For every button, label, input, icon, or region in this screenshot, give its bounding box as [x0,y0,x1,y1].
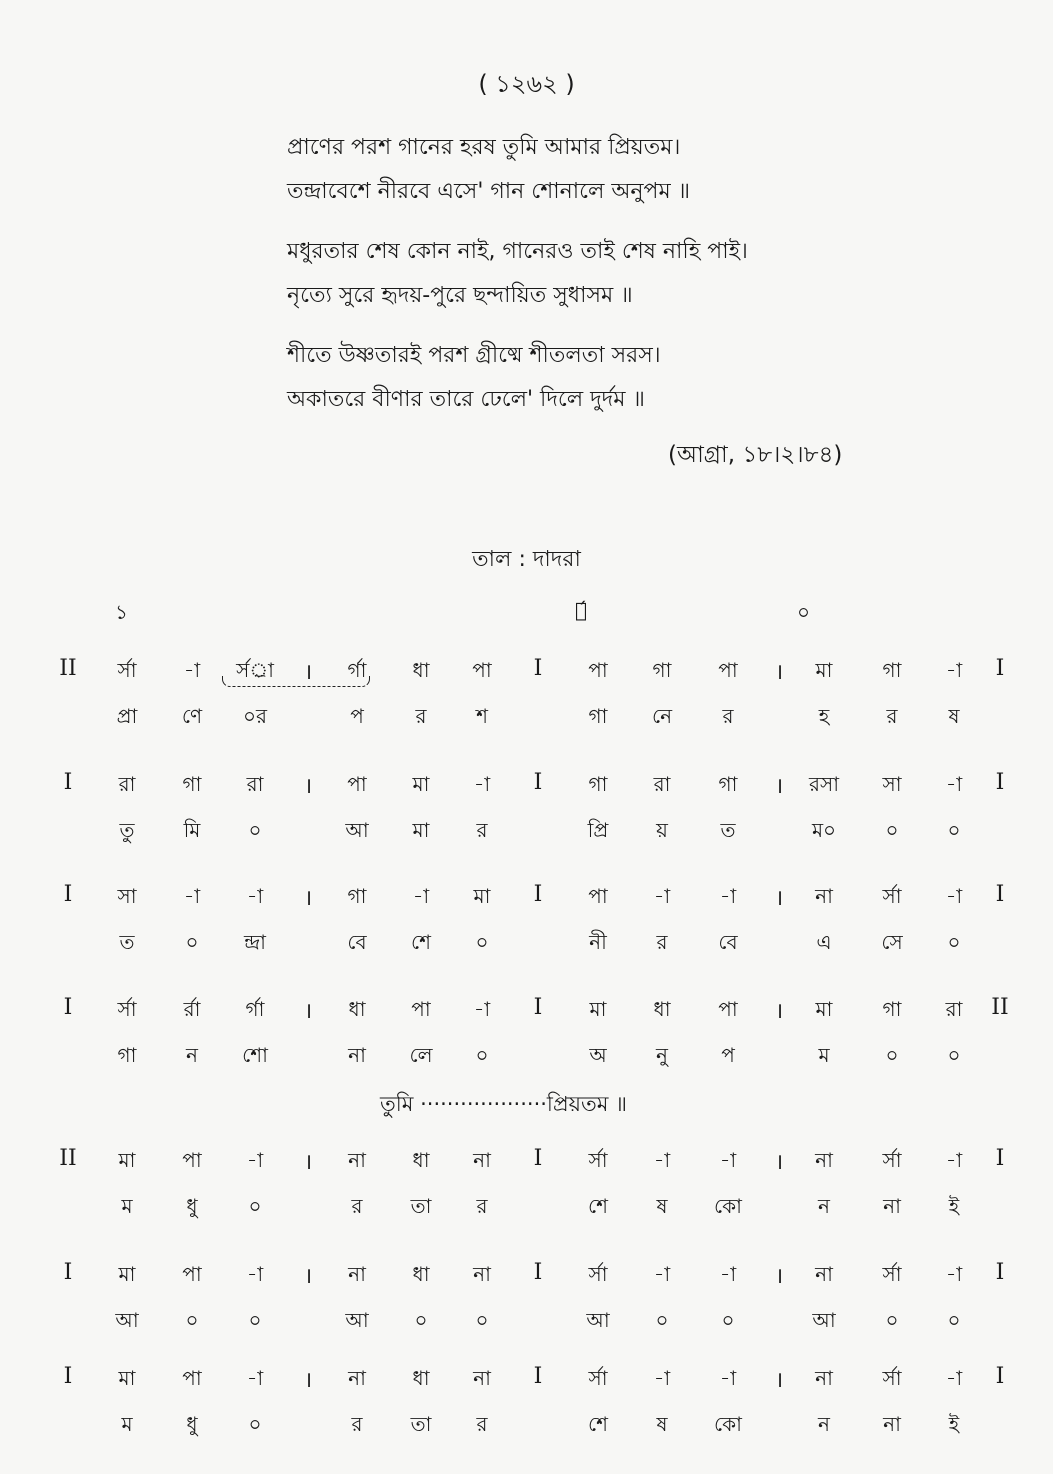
lyric-syllable: ণে [181,704,203,728]
lyric-syllable: কো [714,1194,742,1218]
swara-note: -া [719,884,737,908]
taal-label: তাল : দাদরা [472,547,581,572]
swara-note: -া [945,658,963,682]
swara-note: গা [588,772,608,796]
lyric-syllable: ০ [475,1308,489,1332]
lyric-syllable: ০ [475,1043,489,1067]
swara-note: -া [183,884,201,908]
lyric-syllable: ষ [656,1194,668,1218]
swara-note: মা [118,1366,136,1390]
lyric-syllable: মা [412,818,430,842]
lyric-syllable: তু [119,818,135,842]
poem-line: শীতে উষ্ণতারই পরশ গ্রীষ্মে শীতলতা সরস। [287,343,661,368]
stanza [287,230,987,318]
lyric-syllable: প্রি [587,818,609,842]
swara-note: -া [246,1148,264,1172]
swara-note: না [473,1262,491,1286]
lyric-syllable: নী [589,930,607,954]
swara-note: র্গা [245,997,265,1021]
lyric-syllable: ০ [248,1412,262,1436]
swara-note: -া [653,884,671,908]
bar-line: I [533,882,543,907]
swara-note: রা [653,772,671,796]
bar-line: । [303,660,313,685]
lyric-syllable: নে [651,704,673,728]
swara-note: মা [118,1148,136,1172]
swara-note: ধা [348,997,366,1021]
lyric-syllable: র [351,1412,363,1436]
notation-row [0,882,1053,992]
swara-note: না [815,1366,833,1390]
lyric-syllable: শে [411,930,431,954]
bar-line: । [774,660,784,685]
swara-note: র্সর্া [236,658,274,682]
swara-note: ধা [653,997,671,1021]
swara-note: গা [182,772,202,796]
swara-note: পা [182,1262,202,1286]
swara-note: না [348,1148,366,1172]
lyric-syllable: ষ [656,1412,668,1436]
bar-line: I [533,656,543,681]
swara-note: না [815,884,833,908]
lyric-syllable: ম [121,1194,133,1218]
bar-line: II [991,995,1009,1020]
swara-note: গা [347,884,367,908]
notation-row [0,1146,1053,1256]
lyric-syllable: র [886,704,898,728]
lyric-syllable: প [350,704,364,728]
lyric-syllable: আ [115,1308,139,1332]
bar-line: I [533,770,543,795]
swara-note: না [815,1262,833,1286]
lyric-syllable: সে [881,930,903,954]
lyric-syllable: ০ [248,818,262,842]
swara-note: ধা [412,658,430,682]
swara-note: -া [945,884,963,908]
beat-mark: ০ [797,600,811,624]
swara-note: র্সা [117,997,137,1021]
swara-note: না [815,1148,833,1172]
swara-note: পা [347,772,367,796]
bar-line: । [774,999,784,1024]
swara-note: গা [882,997,902,1021]
swara-note: র্সা [588,1262,608,1286]
lyric-syllable: ০র [242,704,267,728]
lyric-syllable: ধু [186,1412,198,1436]
lyric-syllable: ম [818,1043,830,1067]
lyric-syllable: ষ [948,704,960,728]
lyric-syllable: গা [117,1043,137,1067]
lyric-syllable: ০ [475,930,489,954]
lyric-syllable: ০ [721,1308,735,1332]
lyric-syllable: হ [818,704,830,728]
swara-note: পা [588,658,608,682]
lyric-syllable: ত [119,930,135,954]
bar-line: । [303,1264,313,1289]
lyric-syllable: প [721,1043,735,1067]
lyric-syllable: ০ [947,818,961,842]
swara-note: -া [945,1366,963,1390]
bar-line: । [774,1264,784,1289]
swara-note: র্সা [588,1366,608,1390]
stanza [287,126,987,214]
lyric-syllable: প্রা [116,704,138,728]
lyric-syllable: র [476,1412,488,1436]
stanza [287,334,987,422]
lyric-syllable: ০ [885,1308,899,1332]
lyric-syllable: ০ [185,1308,199,1332]
swara-note: -া [412,884,430,908]
lyric-syllable: ০ [414,1308,428,1332]
swara-note: না [348,1366,366,1390]
bar-line: I [995,1364,1005,1389]
bar-line: I [63,995,73,1020]
swara-note: -া [653,1262,671,1286]
bar-line: । [774,774,784,799]
bar-line: I [533,995,543,1020]
swara-note: -া [719,1262,737,1286]
swara-note: মা [118,1262,136,1286]
lyric-syllable: না [883,1194,901,1218]
lyric-syllable: ০ [185,930,199,954]
lyric-syllable: ০ [885,818,899,842]
swara-note: -া [945,1262,963,1286]
beat-mark: ১ [115,600,128,624]
bar-line: I [533,1260,543,1285]
swara-note: মা [815,658,833,682]
bar-line: I [995,770,1005,795]
swara-note: পা [182,1366,202,1390]
swara-note: গা [882,658,902,682]
lyric-syllable: অ [589,1043,607,1067]
swara-note: পা [472,658,492,682]
swara-note: -া [246,1366,264,1390]
notation-row [0,1364,1053,1474]
lyric-syllable: ন [818,1412,830,1436]
swara-note: না [473,1366,491,1390]
reference-line: তুমি ···················প্রিয়তম ॥ [380,1092,627,1116]
lyric-syllable: গা [588,704,608,728]
composition-date: (আগ্রা, ১৮।২।৮৪) [668,442,843,468]
lyric-syllable: না [348,1043,366,1067]
lyric-syllable: আ [345,818,369,842]
swara-note: -া [473,997,491,1021]
bar-line: I [63,1364,73,1389]
swara-note: র্রা [183,997,201,1021]
lyric-syllable: ০ [947,1308,961,1332]
bar-line: I [63,882,73,907]
swara-note: -া [653,1366,671,1390]
bar-line: I [995,1146,1005,1171]
swara-note: পা [182,1148,202,1172]
swara-note: না [473,1148,491,1172]
bar-line: I [63,1260,73,1285]
swara-note: -া [653,1148,671,1172]
poem [287,126,987,438]
lyric-syllable: নু [656,1043,668,1067]
lyric-syllable: তা [410,1412,432,1436]
lyric-syllable: ম [121,1412,133,1436]
bar-line: I [533,1146,543,1171]
bar-line: I [995,882,1005,907]
swara-note: ধা [412,1262,430,1286]
swara-note: না [348,1262,366,1286]
bar-line: । [774,1150,784,1175]
lyric-syllable: না [883,1412,901,1436]
lyric-syllable: শে [588,1194,608,1218]
lyric-syllable: ন্দ্রা [244,930,266,954]
swara-note: -া [945,1148,963,1172]
lyric-syllable: য় [656,818,668,842]
swara-note: -া [719,1366,737,1390]
lyric-syllable: ০ [248,1308,262,1332]
lyric-syllable: শো [242,1043,268,1067]
swara-note: র্সা [882,1148,902,1172]
lyric-syllable: এ [816,930,832,954]
bar-line: I [63,770,73,795]
swara-note: রা [118,772,136,796]
poem-line: অকাতরে বীণার তারে ঢেলে' দিলে দুর্দম ॥ [287,387,645,412]
swara-note: র্সা [882,1366,902,1390]
bar-line: I [995,656,1005,681]
bar-line: । [774,1368,784,1393]
beat-mark: ২́ [575,598,588,622]
lyric-syllable: ধু [186,1194,198,1218]
bar-line: II [59,656,77,681]
swara-note: মা [589,997,607,1021]
swara-note: পা [718,658,738,682]
lyric-syllable: ন [186,1043,198,1067]
poem-line: মধুরতার শেষ কোন নাই, গানেরও তাই শেষ নাহি পাই। [287,239,748,264]
bar-line: II [59,1146,77,1171]
swara-note: গা [718,772,738,796]
notation-row [0,1260,1053,1370]
swara-note: -া [945,772,963,796]
swara-note: সা [117,884,137,908]
swara-note: রা [945,997,963,1021]
swara-note: ধা [412,1366,430,1390]
lyric-syllable: ০ [947,930,961,954]
lyric-syllable: কো [714,1412,742,1436]
page-number: ( ১২৬২ ) [478,70,575,98]
lyric-syllable: ০ [885,1043,899,1067]
lyric-syllable: র [476,818,488,842]
bar-line: । [303,1150,313,1175]
swara-note: মা [815,997,833,1021]
poem-line: প্রাণের পরশ গানের হরষ তুমি আমার প্রিয়তম। [287,135,681,160]
swara-note: সা [882,772,902,796]
swara-note: র্গা [347,658,367,682]
swara-note: -া [183,658,201,682]
swara-note: পা [718,997,738,1021]
lyric-syllable: মি [183,818,201,842]
bar-line: । [303,774,313,799]
notation-row [0,656,1053,766]
lyric-syllable: ০ [655,1308,669,1332]
swara-note: মা [473,884,491,908]
bar-line: । [774,886,784,911]
swara-note: রসা [808,772,839,796]
swara-note: ধা [412,1148,430,1172]
lyric-syllable: ত [720,818,736,842]
bar-line: I [995,1260,1005,1285]
lyric-syllable: শে [588,1412,608,1436]
lyric-syllable: ম০ [811,818,837,842]
swara-note: গা [652,658,672,682]
bar-line: । [303,886,313,911]
lyric-syllable: ০ [947,1043,961,1067]
swara-note: রা [246,772,264,796]
swara-note: র্সা [117,658,137,682]
swara-note: র্সা [882,884,902,908]
lyric-syllable: আ [812,1308,836,1332]
lyric-syllable: র [656,930,668,954]
meend-slur [222,676,370,687]
swara-note: র্সা [588,1148,608,1172]
lyric-syllable: আ [345,1308,369,1332]
bar-line: । [303,1368,313,1393]
bar-line: । [303,999,313,1024]
lyric-syllable: লে [409,1043,433,1067]
notation-row [0,770,1053,880]
lyric-syllable: বে [718,930,738,954]
lyric-syllable: র [351,1194,363,1218]
swara-note: পা [588,884,608,908]
swara-note: -া [246,884,264,908]
poem-line: নৃত্যে সুরে হৃদয়-পুরে ছন্দায়িত সুধাসম ॥ [287,283,633,308]
bar-line: I [533,1364,543,1389]
lyric-syllable: ন [818,1194,830,1218]
lyric-syllable: শ [476,704,488,728]
swara-note: -া [719,1148,737,1172]
lyric-syllable: ই [948,1412,960,1436]
lyric-syllable: র [722,704,734,728]
swara-note: -া [473,772,491,796]
lyric-syllable: র [476,1194,488,1218]
lyric-syllable: আ [586,1308,610,1332]
lyric-syllable: তা [410,1194,432,1218]
swara-note: মা [412,772,430,796]
lyric-syllable: ই [948,1194,960,1218]
lyric-syllable: বে [347,930,367,954]
poem-line: তন্দ্রাবেশে নীরবে এসে' গান শোনালে অনুপম ॥ [287,179,691,204]
swara-note: র্সা [882,1262,902,1286]
lyric-syllable: র [415,704,427,728]
swara-note: -া [246,1262,264,1286]
lyric-syllable: ০ [248,1194,262,1218]
swara-note: পা [411,997,431,1021]
